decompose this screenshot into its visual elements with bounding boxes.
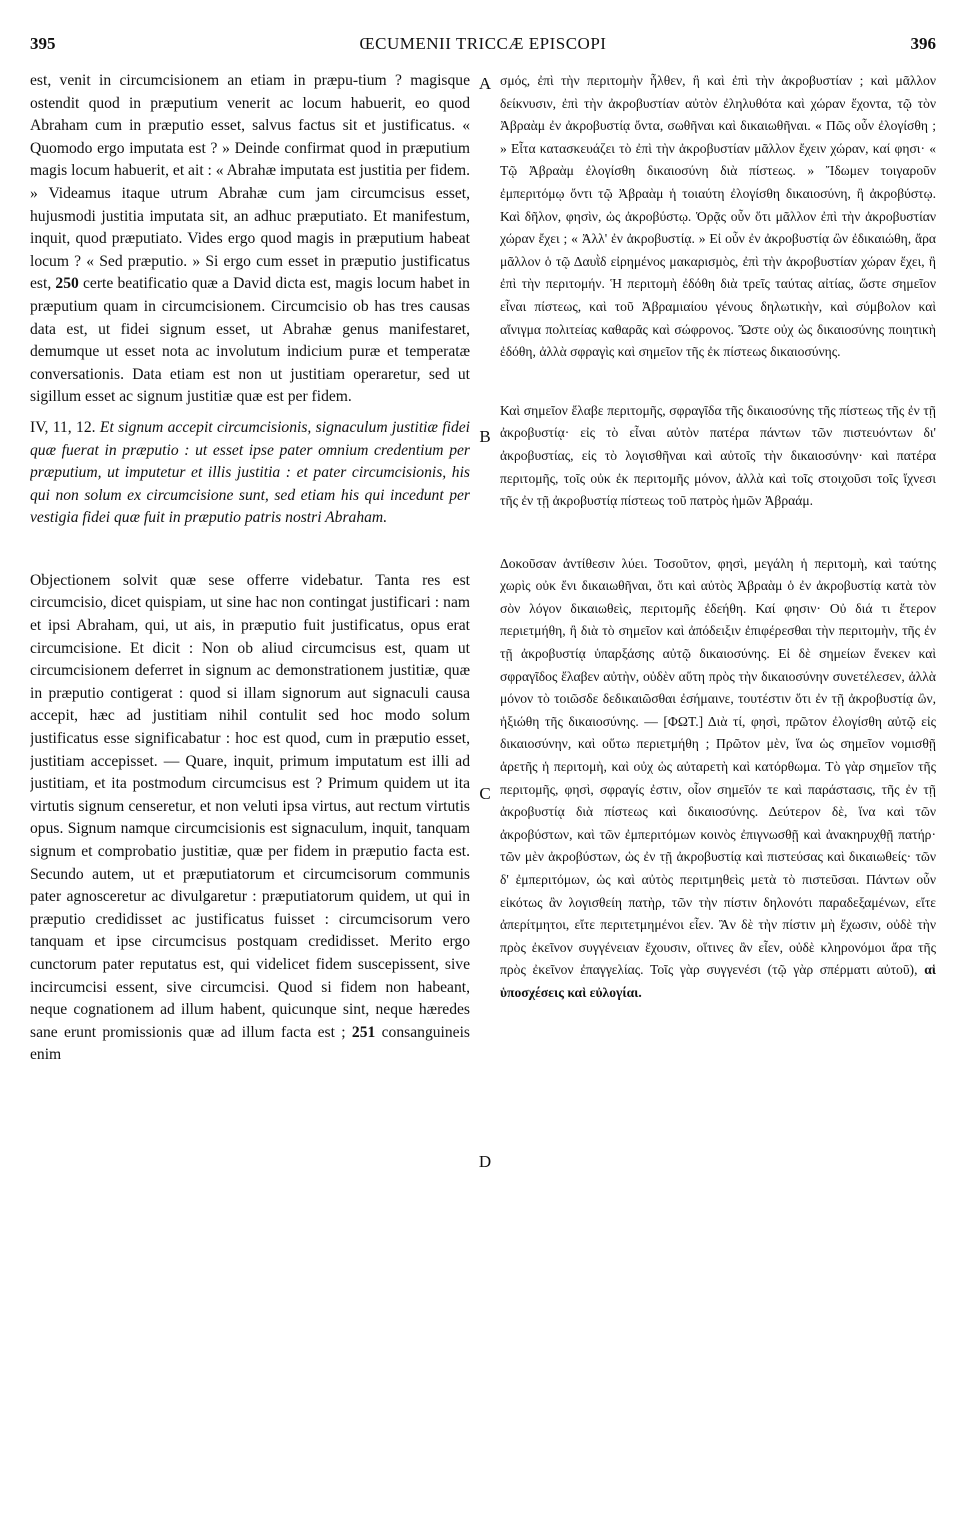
- marker-a: A: [478, 74, 492, 93]
- running-header: [30, 34, 936, 60]
- greek-column: [500, 70, 936, 1520]
- greek-text-bold: αἱ ὑποσχέσεις καὶ εὐλογίαι.: [500, 962, 936, 1000]
- latin-paragraph-1: [30, 70, 470, 409]
- page-number-left: 395: [30, 34, 56, 53]
- latin-column: [30, 70, 470, 1520]
- greek-paragraph-1: σμός, ἐπὶ τὴν περιτομὴν ἦλθεν, ἢ καὶ ἐπὶ τὴν ἀκροβυστίαν ; καὶ μᾶλλον δείκνυσιν, ἐπὶ τὴν ἀκροβυστίαν αὐτὸν ἐληλυθότα καὶ χώραν ἔχοντα, τῷ τὸν Ἀβραὰμ ἐν ἀκροβυστίᾳ ὄντα, σωθῆναι καὶ δικαιωθῆναι. « Πῶς οὖν ἐλογίσθη ; » Εἶτα κατασκευάζει τὸ ἐπὶ τὴν ἀκροβυστίαν μᾶλλον ἔχειν χώραν, καί φησι· « Τῷ Ἀβραὰμ ἐλογίσθη δικαιοσύνη διὰ πίστεως. » Ἴδωμεν τοιγαροῦν ἐμπεριτόμῳ ὄντι τῷ Ἀβραὰμ ἡ τοιαύτη ἐλογίσθη δικαιοσύνη, ἢ ἀκροβύστῳ. Καὶ δῆλον, φησὶν, ὡς ἀκροβύστῳ. Ὁρᾷς οὖν ὅτι μᾶλλον ἐπὶ τὴν ἀκροβυστίαν χώραν ἔχει ; « Ἀλλ' ἐν ἀκροβυστίᾳ. » Εἰ οὖν ἐν ἀκροβυστίᾳ ὢν ἐδικαιώθη, ἄρα μᾶλλον ὁ τῷ Δαυῒδ εἰρημένος μακαρισμὸς, ἐπὶ τὴν ἀκροβυστίαν χώραν ἔχει, ἢ ἐπὶ τὴν περιτομήν. Ἡ περιτομὴ ἐδόθη διὰ τρεῖς ταύτας αἰτίας, ὥστε σημεῖον εἶναι πίστεως, καὶ τοῦ Ἀβραμιαίου γένους δηλωτικὴν, καὶ σύμβολον καὶ αἴνιγμα πολιτείας καθαρᾶς καὶ σώφρονος. Ὥστε οὐχ ὡς δικαιοσύνης ποιητικὴ ἐδόθη, ἀλλὰ σφραγὶς καὶ σημεῖον τῆς ἐκ πίστεως δικαιοσύνης.: [500, 73, 936, 360]
- greek-verse: Καὶ σημεῖον ἔλαβε περιτομῆς, σφραγῖδα τῆς δικαιοσύνης τῆς πίστεως τῆς ἐν τῇ ἀκροβυστίᾳ· εἰς τὸ εἶναι αὐτὸν πατέρα πάντων τῶν πιστευόντων δι' ἀκροβυστίας, εἰς τὸ λογισθῆναι καὶ αὐτοῖς τὴν δικαιοσύνην· καὶ πατέρα περιτομῆς, τοῖς οὐκ ἐκ περιτομῆς μόνον, ἀλλὰ καὶ τοῖς στοιχοῦσι τοῖς ἴχνεσι τῆς ἐν τῇ ἀκροβυστίᾳ πίστεως τοῦ πατρὸς ἡμῶν Ἀβραάμ.: [500, 402, 936, 509]
- latin-text: est, venit in circumcisionem an etiam in præpu-tium ? magisque ostendit quod in præputium venerit ac locum habuerit, eo quod Abraham cum in præputio esset, salvus factus sit et justificatus. « Quomodo ergo imputata est ? » Deinde confirmat quod in præputium magis locum habuerit, et ait : « Abrahæ imputata est justitia per fidem. » Videamus itaque utrum Abrahæ cum jam circumcisus esset, hujusmodi justitia imputata sit, an adhuc præputiato. Et manifestum, inquit, quod præputiato. Vides ergo quod magis in præputium habeat locum ? « Sed præputio. » Si ergo cum esset in præputio justificatus est,: [30, 72, 470, 293]
- marker-b: B: [479, 427, 491, 446]
- latin-text: consanguineis enim: [30, 1023, 470, 1064]
- latin-text: certe beatificatio quæ a David dicta est, magis locum habet in præputium quam in circumcisionem. Circumcisio ob has tres causas data est, ut fidei signum esset, ut Abrahæ genus manifestaret, demumque ut esset nota ac involutum indicium puræ et temperatæ conversationis. Data etiam est non ut justitiam operaretur, sed ut sigillum esset ac signum justitiæ quæ est per fidem.: [30, 275, 470, 406]
- latin-verse: [30, 417, 470, 530]
- latin-text: Objectionem solvit quæ sese offerre videbatur. Tanta res est circumcisio, dicet quispiam, ut sine hac non contingat justificari : nam et ipsi Abraham, qui, ut ais, in præputio fuit justificatus, opus erat circumcisione. Et dicit : Non ob aliud circumcisus est, quam ut circumcisionem deferret in signum ac demonstrationem justitiæ, quæ in præputio contigerat : quod si illam signorum aut signaculi causa accepit, hæc ad justitiam nihil contulit sed hoc modo solum justificatus esse significabatur : hoc est quod, cum in præputio esset, justitiam accepisset. — Quare, inquit, primum imputatum est illi ad justitiam, et ita postmodum circumcisus est ? Primum quidem ut ita virtutis signum censeretur, et non veluti ipsa virtus, aut rectum virtutis opus. Signum namque circumcisionis est signaculum, inquit, tanquam signum et comprobatio justitiæ, quæ per fidem in præputio facta est. Secundo autem, ut et præputiatorum et circumcisorum communis pater agnosceretur ac divulgaretur : præputiatorum quidem, ut qui in præputio credidisset ac justificatus fuisset : circumcisorum vero tanquam et ipse circumcisus postquam credidisset. Merito ergo cunctorum pater reputatus est, qui videlicet fidem suscepissent, sive incircumcisi essent, sive circumcisi. Quod si fidem non habeant, neque cognationem ad illum habent, quicunque sint, neque hæredes sane erunt promissionis quæ ad illum facta est ;: [30, 571, 470, 1041]
- latin-paragraph-3: [30, 570, 470, 1067]
- marker-c: C: [479, 784, 491, 803]
- running-title: ŒCUMENII TRICCÆ EPISCOPI: [359, 34, 607, 53]
- verse-reference: IV, 11, 12.: [30, 418, 96, 436]
- greek-paragraph-3: [500, 553, 936, 1005]
- margin-markers: [474, 70, 496, 1520]
- verse-text: Et signum accepit circumcisionis, signaculum justitiæ fidei quæ fuerat in præputio : ut esset ipse pater omnium credentium per præputium, ut imputetur et illis justitia : et pater circumcisionis, his qui non solum ex circumcisione sunt, sed etiam his qui incedunt per vestigia fidei quæ fuit in præputio patris nostri Abraham.: [30, 418, 470, 527]
- column-number: 250: [55, 275, 79, 293]
- greek-text: Δοκοῦσαν ἀντίθεσιν λύει. Τοσοῦτον, φησὶ, μεγάλη ἡ περιτομὴ, καὶ ταύτης χωρὶς οὐκ ἔνι δικαιωθῆναι, ὅτι καὶ αὐτὸς Ἀβραὰμ ὁ ἐν ἀκροβυστίᾳ κατὰ τὸν σὸν λόγον δικαιωθεὶς, περιτομῆς ἐδεήθη. Καί φησιν· Οὐ διά τι ἕτερον περιετμήθη, ἢ διὰ τὸ σημεῖον καὶ ἀπόδειξιν ἐπιφέρεσθαι τὴν περιτομὴν, τῆς ἐν τῇ ἀκροβυστίᾳ ὑπαρξάσης αὐτῷ δικαιοσύνης. Εἰ δὲ σημείων ἕνεκεν καὶ σφραγῖδος ἔλαβεν αὐτὴν, οὐδὲν αὕτη πρὸς τὴν δικαιοσύνην συνετέλεσεν, ἀλλὰ μόνον τὸ τοιῶσδε δεδικαιῶσθαι ἐσήμαινε, τουτέστιν ὅτι ἐν τῇ ἀκροβυστίᾳ ὢν, ἠξιώθη τῆς δικαιοσύνης. — [ΦΩΤ.] Διὰ τί, φησὶ, πρῶτον ἐλογίσθη αὐτῷ εἰς δικαιοσύνην, καὶ οὕτω περιετμήθη ; Πρῶτον μὲν, ἵνα ὡς σημεῖον νομισθῇ ἀρετῆς ἡ περιτομὴ, καὶ οὐχ ὡς αὐταρετὴ καὶ κατόρθωμα. Τὸ γὰρ σημεῖον τῆς περιτομῆς, φησὶ, σφραγίς ἐστιν, οἷον σημεῖόν τε καὶ παράστασις, τῆς ἐν τῇ ἀκροβυστίᾳ διὰ πίστεως καὶ δικαιοσύνης. Δεύτερον δὲ, ἵνα καὶ τῶν ἀκροβύστων, καὶ τῶν ἐμπεριτόμων κοινὸς ἐπιγνωσθῇ καὶ ἀνακηρυχθῇ πατήρ· τῶν μὲν ἀκροβύστων, ὡς ἐν τῇ ἀκροβυστίᾳ καὶ πιστεύσας καὶ δικαιωθείς· τῶν δ' ἐμπεριτόμων, ὡς καὶ αὐτὸς περιτμηθεὶς μετὰ τὸ πιστεῦσαι. Πάντων οὖν εἰκότως ἂν λογισθείη πατὴρ, τῶν τὴν πίστιν δηλονότι παραδεξαμένων, εἴτε ἀπερίτμητοι, εἴτε περιτετμημένοι εἶεν. Ἂν δὲ τὴν πίστιν μὴ ἔχωσιν, οὐδὲ τὴν πρὸς ἐκεῖνον συγγένειαν ἔχουσιν, οἵτινες ἂν εἶεν, οὐδὲ κληρονόμοι ἄρα τῆς πρὸς ἐκεῖνον ἐπαγγελίας. Τοῖς γὰρ συγγενέσι (τῷ γὰρ σπέρματι αὐτοῦ),: [500, 555, 936, 978]
- marker-d: D: [478, 1152, 492, 1171]
- column-number: 251: [351, 1023, 376, 1041]
- page-number-right: 396: [910, 34, 936, 53]
